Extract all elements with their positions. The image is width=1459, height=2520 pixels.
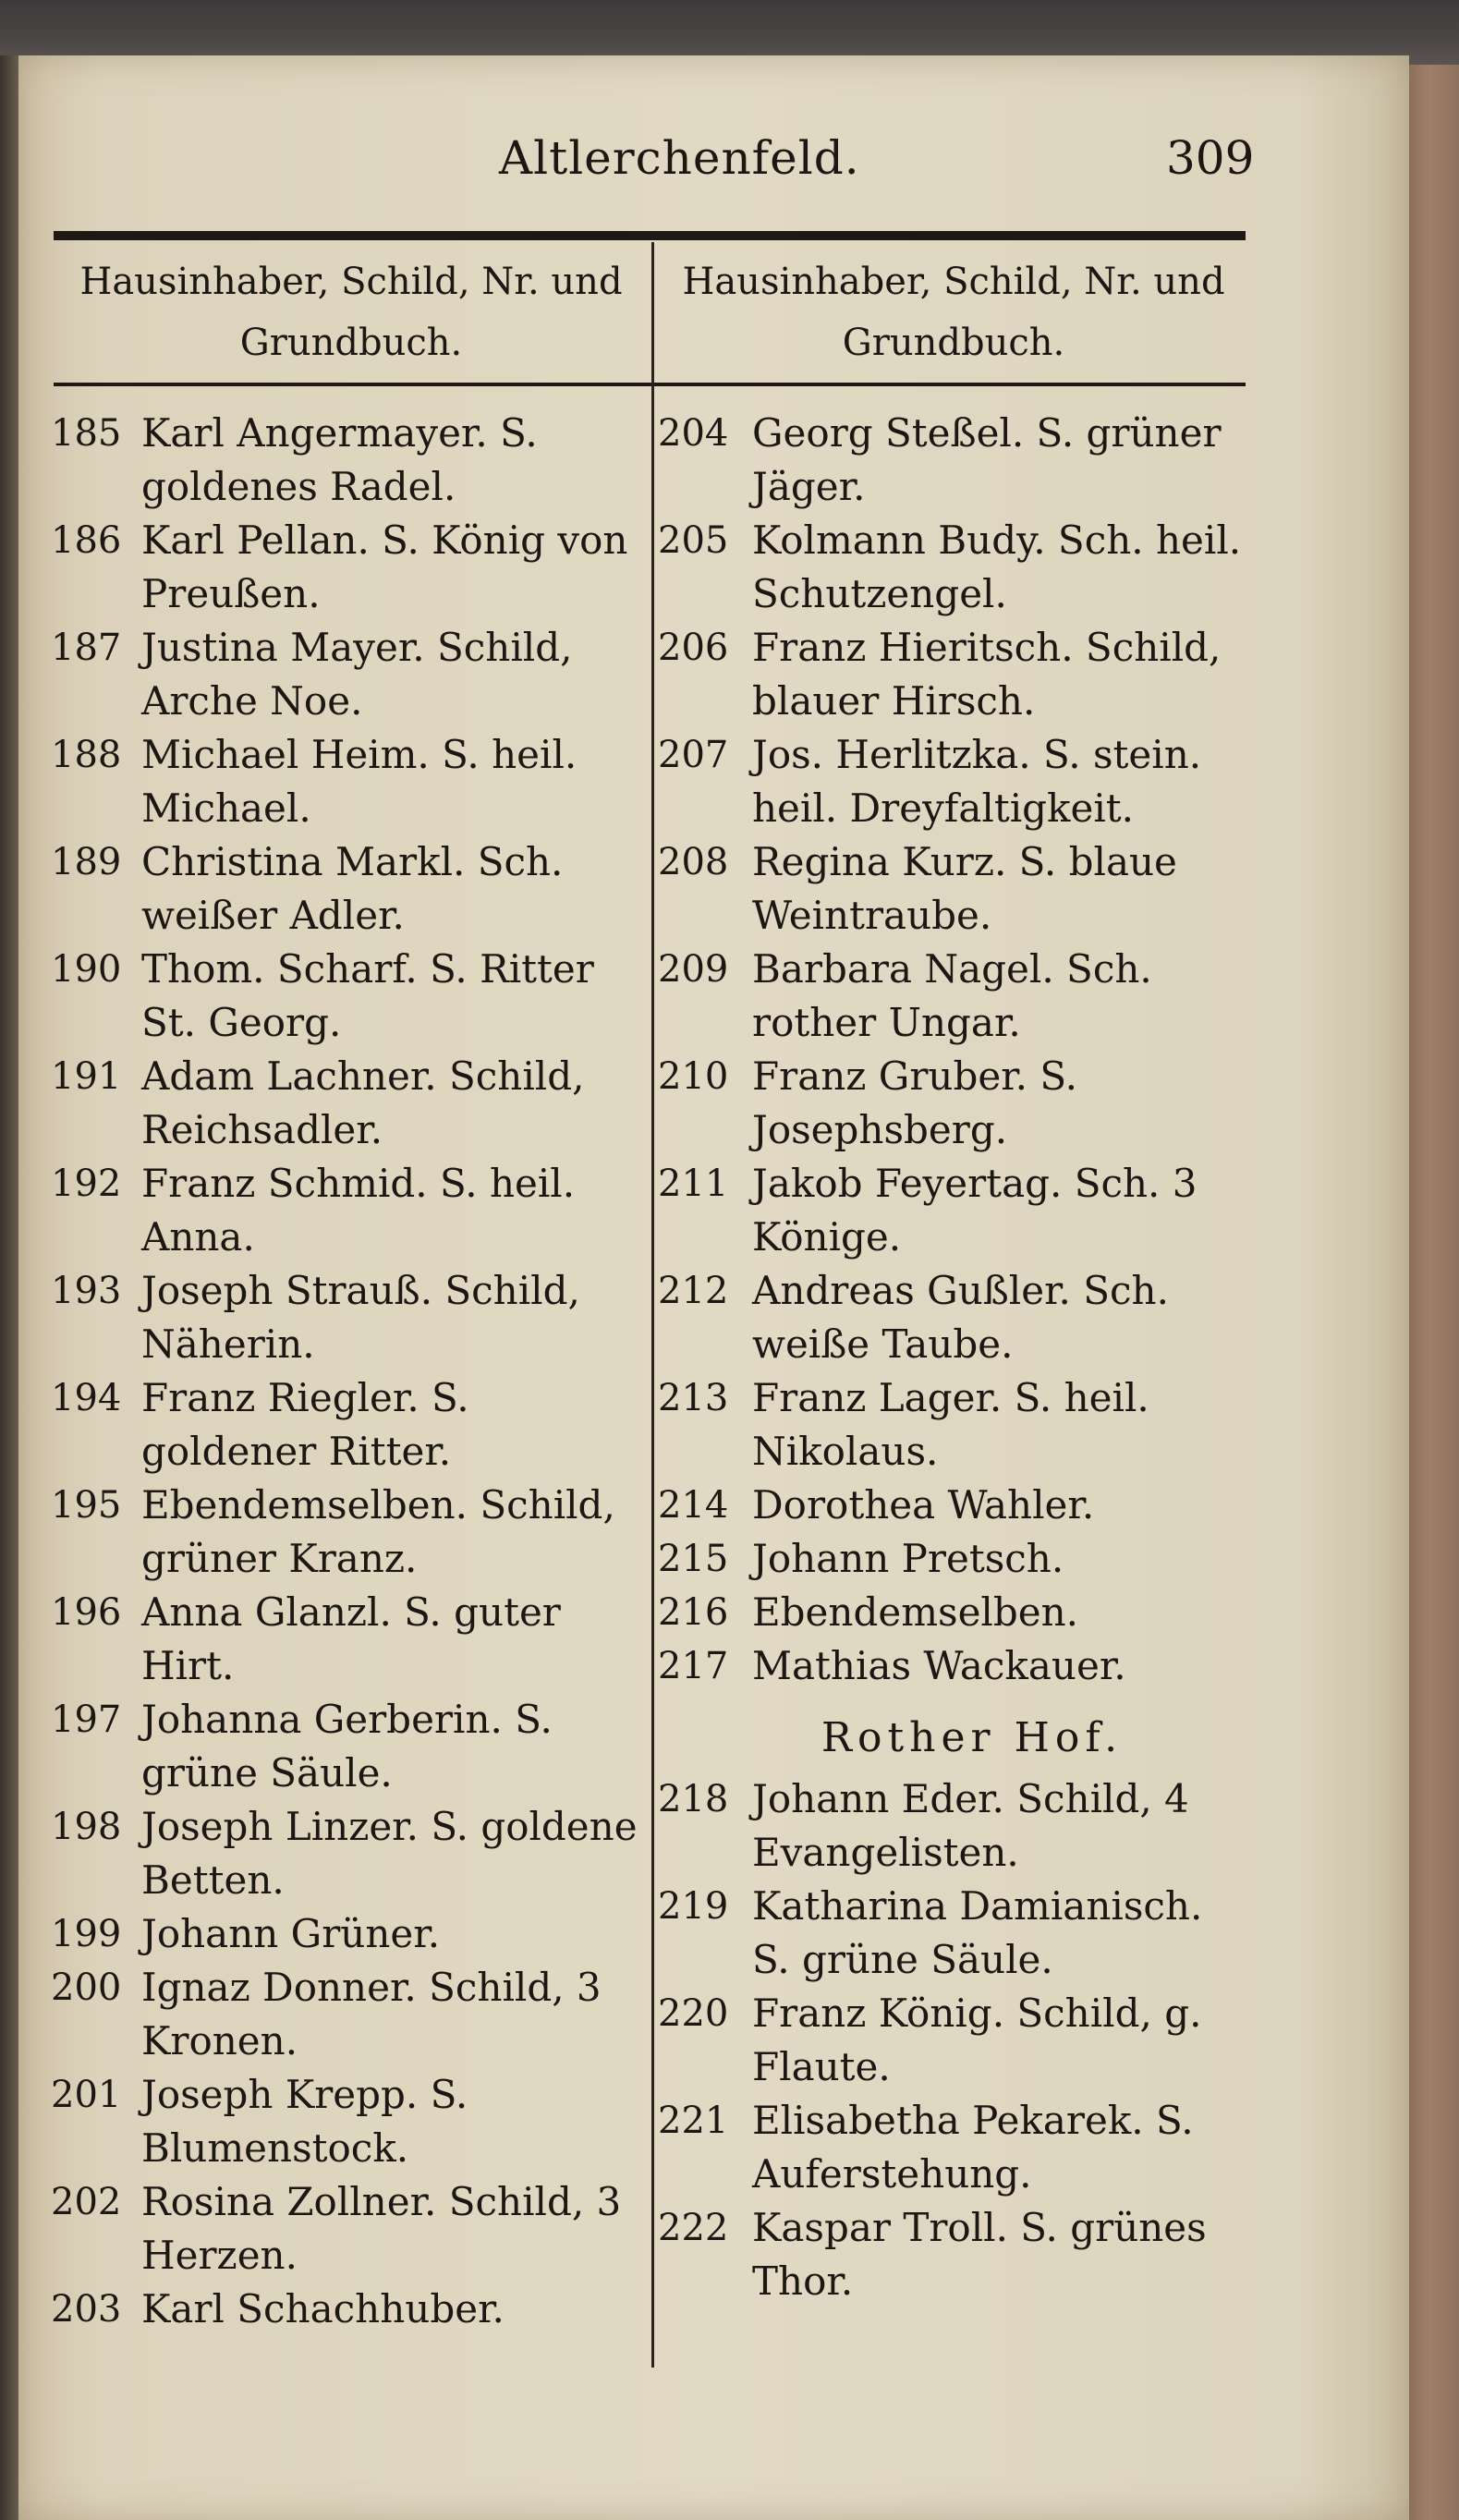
section-heading: Rother Hof. [821,1714,1124,1761]
entry-text: Andreas Gußler. Sch. weiße Taube. [752,1268,1169,1367]
entry-text: Jakob Feyertag. Sch. 3 Könige. [752,1161,1198,1260]
list-item [658,1987,1249,2094]
column-divider [651,242,654,2368]
list-item [51,1157,642,1264]
house-number: 200 [51,1966,122,2009]
list-item [51,1264,642,1371]
list-item [658,1264,1249,1371]
house-number: 188 [51,734,122,776]
list-item [51,1050,642,1157]
list-item [658,1371,1249,1479]
list-item [658,943,1249,1050]
entry-text: Ebendemselben. Schild, grüner Kranz. [141,1482,615,1581]
list-item [658,2094,1249,2201]
entry-text: Karl Angermayer. S. goldenes Radel. [141,410,538,509]
entry-text: Johann Grüner. [141,1911,441,1956]
house-number: 208 [658,841,729,883]
list-item [51,943,642,1050]
house-number: 185 [51,412,122,455]
house-number: 209 [658,948,729,991]
list-item [658,2201,1249,2308]
entry-text: Regina Kurz. S. blaue Weintraube. [752,839,1177,938]
list-item [51,835,642,943]
list-item [51,1800,642,1907]
house-number: 197 [51,1698,122,1741]
house-number: 210 [658,1055,729,1098]
entry-text: Ignaz Donner. Schild, 3 Kronen. [141,1965,602,2063]
entry-text: Christina Markl. Sch. weißer Adler. [141,839,564,938]
entry-text: Franz Hieritsch. Schild, blauer Hirsch. [752,625,1222,724]
entry-text: Joseph Strauß. Schild, Näherin. [141,1268,580,1367]
list-item [658,407,1249,514]
list-item [658,514,1249,621]
house-number: 202 [51,2181,122,2223]
house-number: 220 [658,1992,729,2035]
entry-text: Joseph Krepp. S. Blumenstock. [141,2072,468,2171]
entry-text: Katharina Damianisch. S. grüne Säule. [752,1883,1203,1982]
left-column-heading: Hausinhaber, Schild, Nr. und Grundbuch. [79,261,623,364]
house-number: 204 [658,412,729,455]
list-item [658,1586,1249,1639]
column-heading-rule [54,383,1246,386]
house-number: 191 [51,1055,122,1098]
list-item [51,621,642,728]
list-item [51,2175,642,2283]
house-number: 216 [658,1591,729,1634]
house-number: 195 [51,1484,122,1527]
list-item [51,1479,642,1586]
house-number: 221 [658,2100,729,2142]
list-item [658,1532,1249,1586]
list-item [658,1880,1249,1987]
entry-text: Michael Heim. S. heil. Michael. [141,732,578,831]
list-item [658,1639,1249,1693]
house-number: 206 [658,627,729,669]
list-item [658,1157,1249,1264]
house-number: 215 [658,1538,729,1580]
house-number: 201 [51,2074,122,2116]
list-item [51,2283,642,2336]
list-item [658,621,1249,728]
list-item [51,1371,642,1479]
book-left-edge [0,55,20,2520]
entry-text: Jos. Herlitzka. S. stein. heil. Dreyfaltigkeit. [752,732,1202,831]
house-number: 207 [658,734,729,776]
list-item [51,1693,642,1800]
entry-text: Joseph Linzer. S. goldene Betten. [141,1804,638,1903]
right-column-heading: Hausinhaber, Schild, Nr. und Grundbuch. [682,261,1225,364]
entry-text: Franz Riegler. S. goldener Ritter. [141,1375,469,1474]
house-number: 196 [51,1591,122,1634]
entry-text: Johanna Gerberin. S. grüne Säule. [141,1697,553,1796]
list-item [51,1961,642,2068]
list-item [51,728,642,835]
entry-text: Franz Schmid. S. heil. Anna. [141,1161,576,1260]
house-number: 198 [51,1806,122,1848]
house-number: 212 [658,1270,729,1312]
house-number: 187 [51,627,122,669]
list-item [658,1479,1249,1532]
house-number: 203 [51,2288,122,2331]
house-number: 194 [51,1377,122,1419]
list-item [658,1772,1249,1880]
entry-text: Elisabetha Pekarek. S. Auferstehung. [752,2098,1194,2197]
entry-text: Justina Mayer. Schild, Arche Noe. [141,625,573,724]
house-number: 214 [658,1484,729,1527]
entry-text: Thom. Scharf. S. Ritter St. Georg. [141,946,594,1045]
entry-text: Kaspar Troll. S. grünes Thor. [752,2205,1207,2304]
list-item [51,1907,642,1961]
entry-text: Ebendemselben. [752,1589,1079,1635]
list-item [658,1050,1249,1157]
entry-text: Anna Glanzl. S. guter Hirt. [141,1589,561,1688]
list-item [51,1586,642,1693]
entry-text: Kolmann Budy. Sch. heil. Schutzengel. [752,517,1242,616]
list-item [658,835,1249,943]
entry-text: Franz König. Schild, g. Flaute. [752,1990,1202,2089]
running-head-title: Altlerchenfeld. [499,131,860,185]
entry-text: Franz Lager. S. heil. Nikolaus. [752,1375,1149,1474]
house-number: 217 [658,1645,729,1687]
house-number: 213 [658,1377,729,1419]
house-number: 205 [658,519,729,562]
list-item [51,2068,642,2175]
house-number: 193 [51,1270,122,1312]
house-number: 199 [51,1913,122,1955]
entry-text: Georg Steßel. S. grüner Jäger. [752,410,1222,509]
house-number: 211 [658,1163,729,1205]
entry-text: Rosina Zollner. Schild, 3 Herzen. [141,2179,622,2278]
list-item [51,407,642,514]
house-number: 189 [51,841,122,883]
entry-text: Karl Schachhuber. [141,2286,505,2331]
entry-text: Franz Gruber. S. Josephsberg. [752,1053,1077,1152]
entry-text: Karl Pellan. S. König von Preußen. [141,517,628,616]
house-number: 219 [658,1885,729,1928]
house-number: 190 [51,948,122,991]
book-right-edge [1409,65,1459,2520]
left-entry-list [51,407,642,2336]
entry-text: Dorothea Wahler. [752,1482,1095,1528]
entry-text: Johann Pretsch. [752,1536,1064,1581]
house-number: 218 [658,1778,729,1820]
entry-text: Adam Lachner. Schild, Reichsadler. [141,1053,585,1152]
house-number: 222 [658,2207,729,2249]
entry-text: Mathias Wackauer. [752,1643,1126,1688]
page-number: 309 [1166,131,1255,185]
house-number: 192 [51,1163,122,1205]
header-rule [54,231,1246,240]
entry-text: Johann Eder. Schild, 4 Evangelisten. [752,1776,1189,1875]
list-item [658,728,1249,835]
entry-text: Barbara Nagel. Sch. rother Ungar. [752,946,1152,1045]
house-number: 186 [51,519,122,562]
list-item [51,514,642,621]
right-entry-list [658,407,1249,2308]
